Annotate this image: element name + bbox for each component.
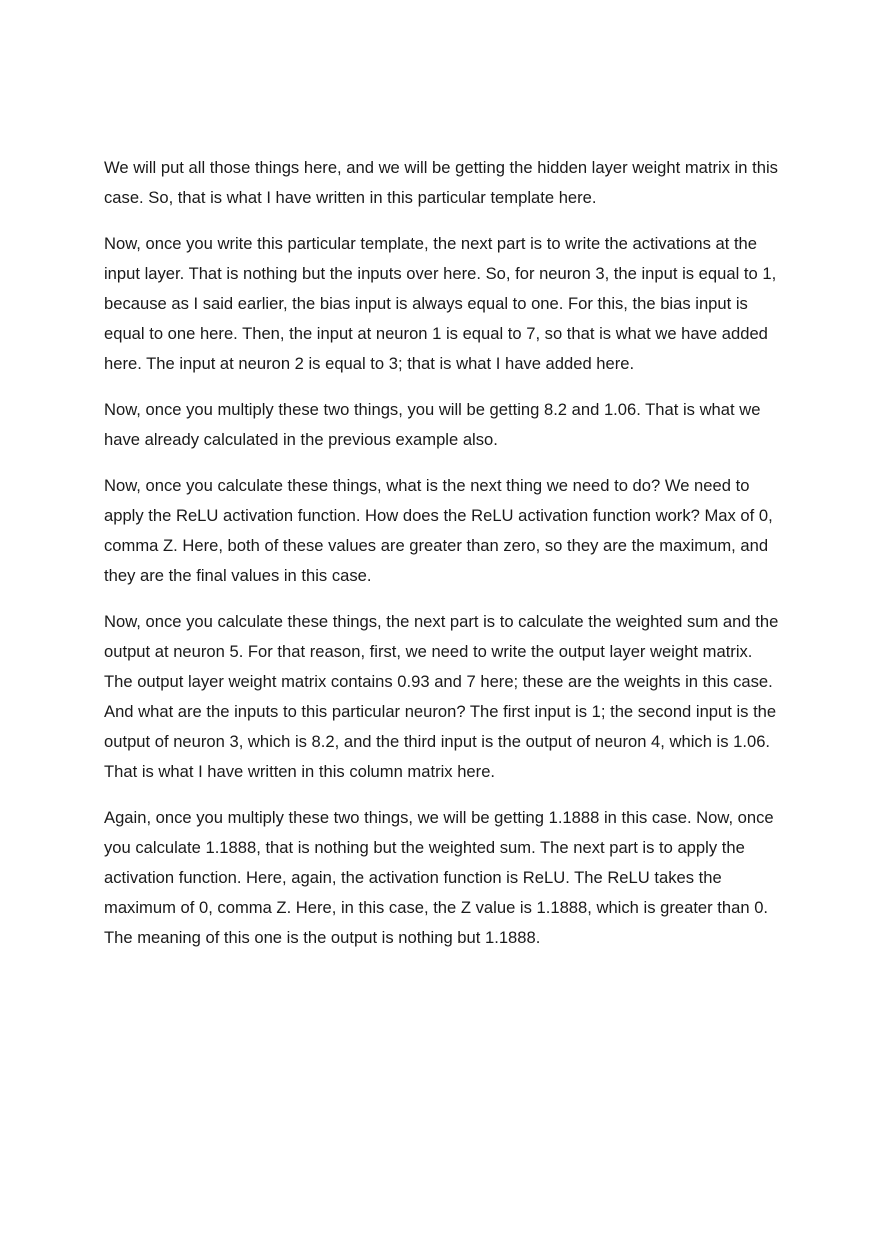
paragraph-4: Now, once you calculate these things, what is the next thing we need to do? We need to apply the ReLU activation function. How does the ReLU activation function work? Max of 0, comma Z. Here, both of these values are greater than zero, so they are the maximum, and they are the final values in this case. [104,476,773,585]
paragraph-5: Now, once you calculate these things, the next part is to calculate the weighted sum and the output at neuron 5. For that reason, first, we need to write the output layer weight matrix. The output layer weight matrix contains 0.93 and 7 here; these are the weights in this case. And what are the inputs to this particular neuron? The first input is 1; the second input is the output of neuron 3, which is 8.2, and the third input is the output of neuron 4, which is 1.06. That is what I have written in this column matrix here. [104,612,779,781]
paragraph-6: Again, once you multiply these two things, we will be getting 1.1888 in this case. Now, once you calculate 1.1888, that is nothing but the weighted sum. The next part is to apply the activation function. Here, again, the activation function is ReLU. The ReLU takes the maximum of 0, comma Z. Here, in this case, the Z value is 1.1888, which is greater than 0. The meaning of this one is the output is nothing but 1.1888. [104,808,774,947]
paragraph-1: We will put all those things here, and we will be getting the hidden layer weight matrix in this case. So, that is what I have written in this particular template here. [104,158,778,207]
document-body [104,153,779,969]
paragraph-3: Now, once you multiply these two things, you will be getting 8.2 and 1.06. That is what we have already calculated in the previous example also. [104,400,761,449]
paragraph-2: Now, once you write this particular template, the next part is to write the activations at the input layer. That is nothing but the inputs over here. So, for neuron 3, the input is equal to 1, because as I said earlier, the bias input is always equal to one. For this, the bias input is equal to one here. Then, the input at neuron 1 is equal to 7, so that is what we have added here. The input at neuron 2 is equal to 3; that is what I have added here. [104,234,777,373]
